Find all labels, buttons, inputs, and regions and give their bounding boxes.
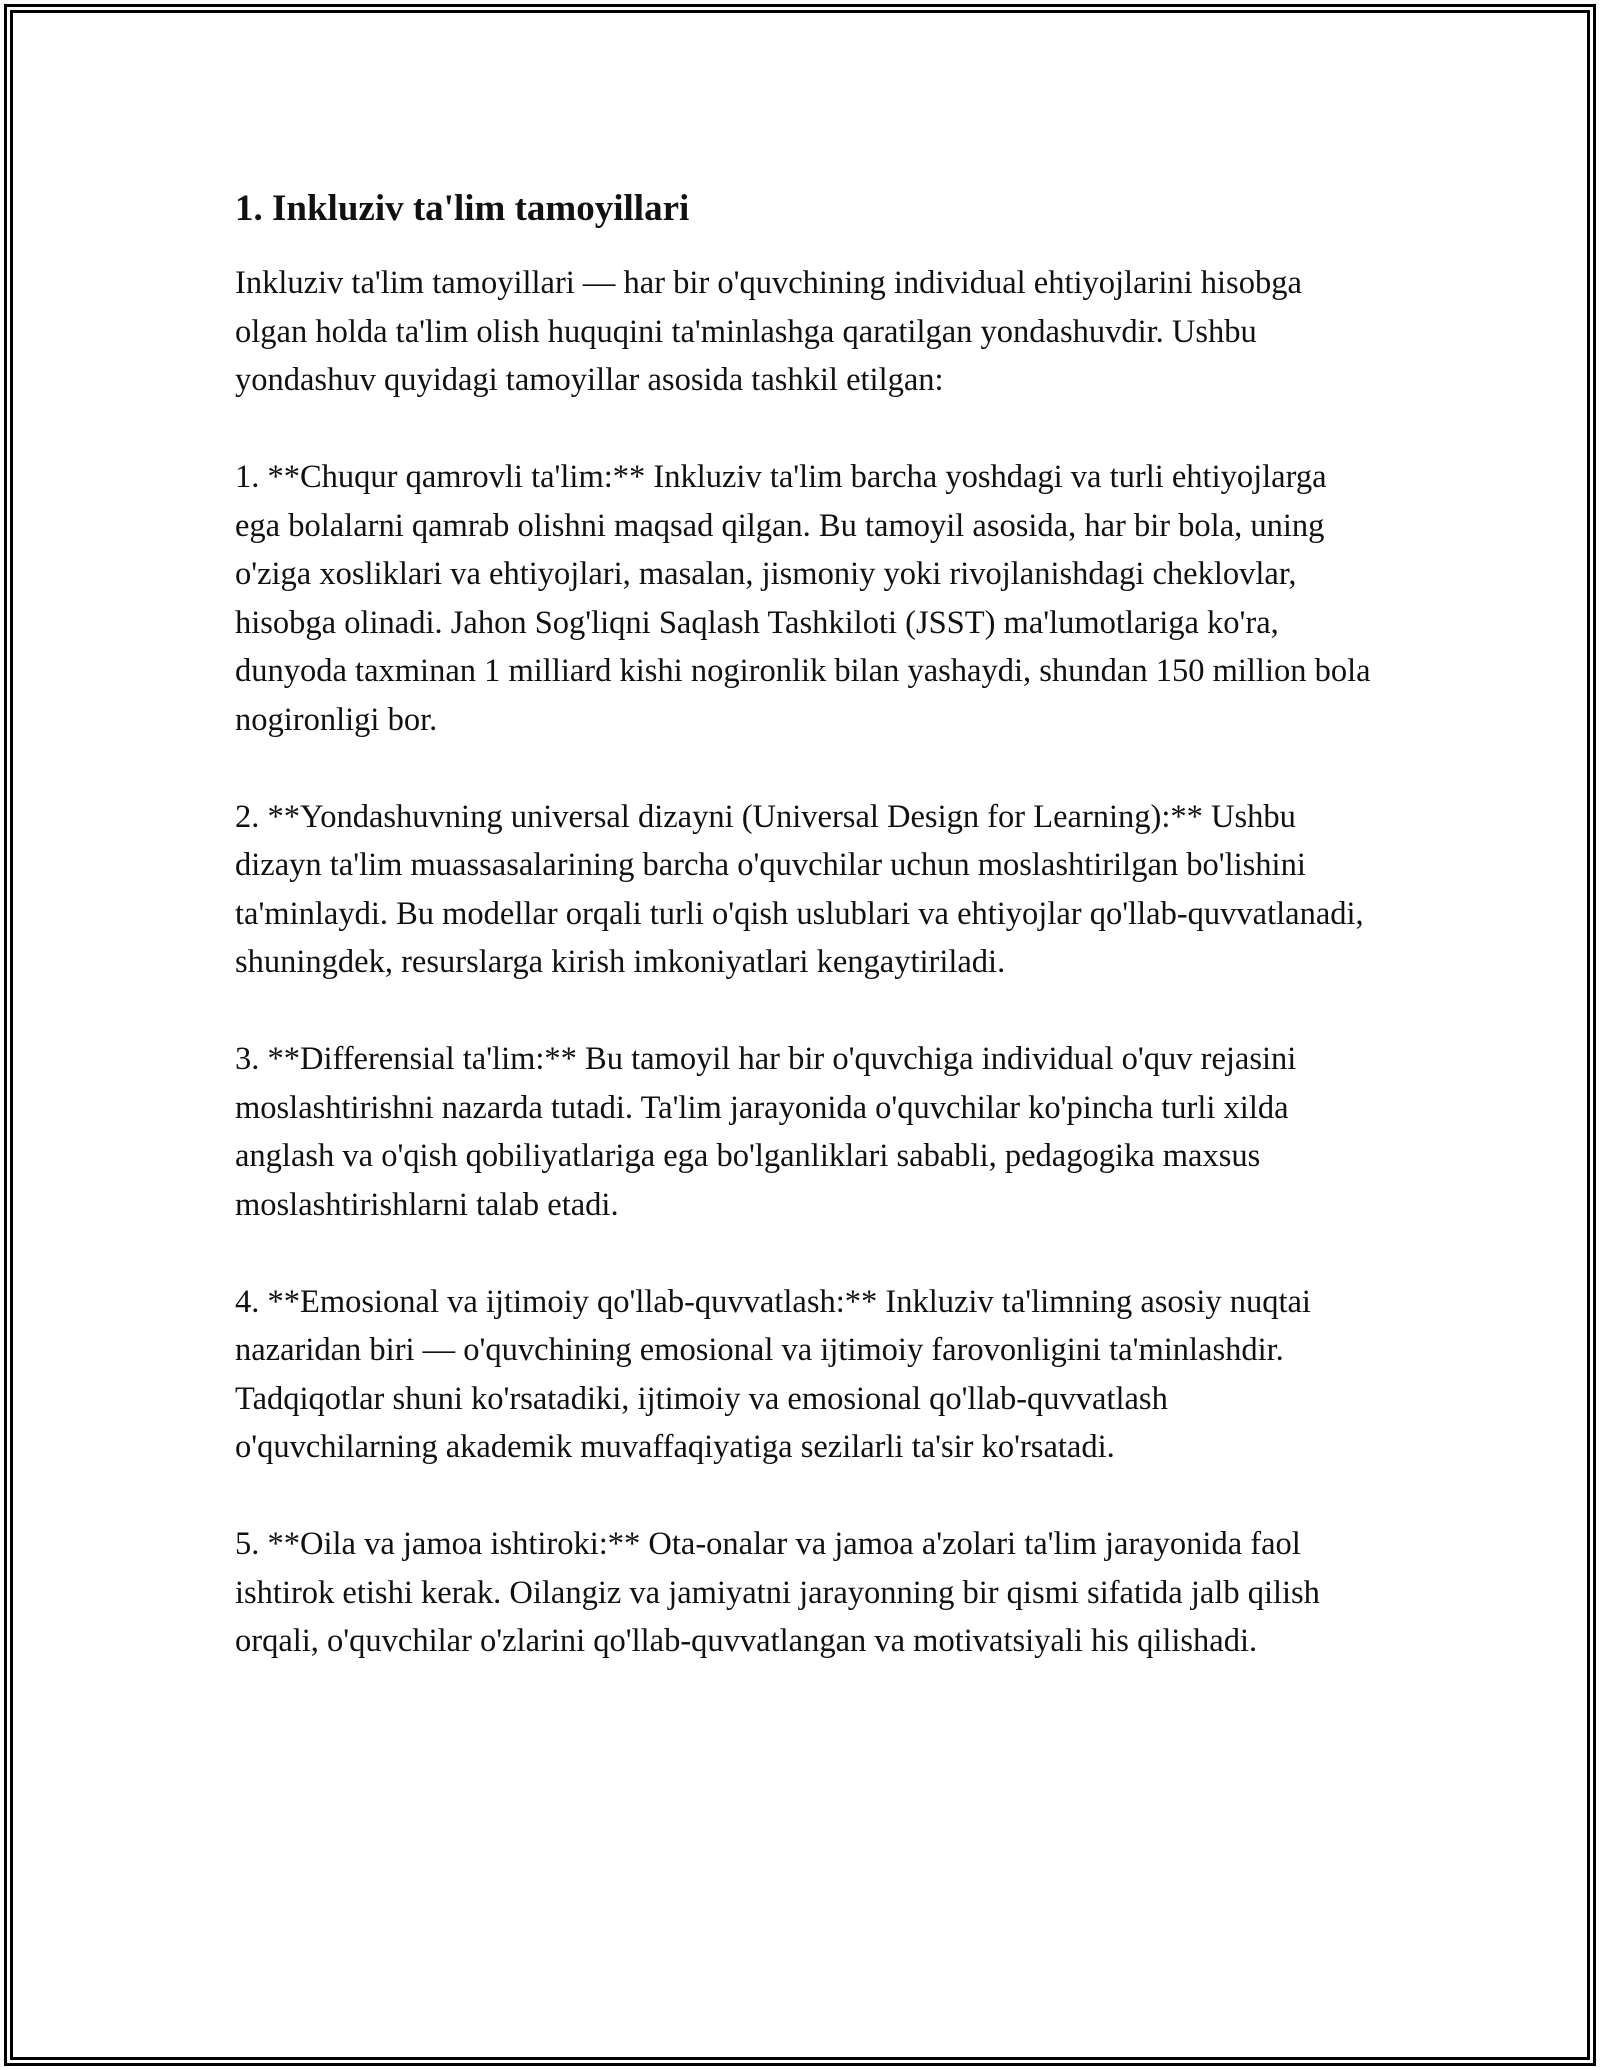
principle-paragraph-1: 1. **Chuqur qamrovli ta'lim:** Inkluziv ta'lim barcha yoshdagi va turli ehtiyojlarga ega bolalarni qamrab olishni maqsad qilgan. Bu tamoyil asosida, har bir bola, uning o'ziga xosliklari va ehtiyojlari, masalan, jismoniy yoki rivojlanishdagi cheklovlar, hisobga olinadi. Jahon Sog'liqni Saqlash Tashkiloti (JSST) ma'lumotlariga ko'ra, dunyoda taxminan 1 milliard kishi nogironlik bilan yashaydi, shundan 150 million bola nogironligi bor. [235,459,1371,738]
principle-paragraph-4: 4. **Emosional va ijtimoiy qo'llab-quvvatlash:** Inkluziv ta'limning asosiy nuqtai nazaridan biri — o'quvchining emosional va ijtimoiy farovonligini ta'minlashdir. Tadqiqotlar shuni ko'rsatadiki, ijtimoiy va emosional qo'llab-quvvatlash o'quvchilarning akademik muvaffaqiyatiga sezilarli ta'sir ko'rsatadi. [235,1283,1311,1466]
principle-paragraph-5: 5. **Oila va jamoa ishtiroki:** Ota-onalar va jamoa a'zolari ta'lim jarayonida faol ishtirok etishi kerak. Oilangiz va jamiyatni jarayonning bir qismi sifatida jalb qilish orqali, o'quvchilar o'zlarini qo'llab-quvvatlangan va motivatsiyali his qilishadi. [235,1526,1320,1660]
section-title: 1. Inkluziv ta'lim tamoyillari [235,188,690,229]
principle-paragraph-2: 2. **Yondashuvning universal dizayni (Universal Design for Learning):** Ushbu dizayn ta'lim muassasalarining barcha o'quvchilar uchun moslashtirilgan bo'lishini ta'minlaydi. Bu modellar orqali turli o'qish uslublari va ehtiyojlar qo'llab-quvvatlanadi, shuningdek, resurslarga kirish imkoniyatlari kengaytiriladi. [235,798,1364,981]
principle-paragraph-3: 3. **Differensial ta'lim:** Bu tamoyil har bir o'quvchiga individual o'quv rejasini moslashtirishni nazarda tutadi. Ta'lim jarayonida o'quvchilar ko'pincha turli xilda anglash va o'qish qobiliyatlariga ega bo'lganliklari sababli, pedagogika maxsus moslashtirishlarni talab etadi. [235,1041,1297,1223]
intro-paragraph: Inkluziv ta'lim tamoyillari — har bir o'quvchining individual ehtiyojlarini hisobga olgan holda ta'lim olish huquqini ta'minlashga qaratilgan yondashuvdir. Ushbu yondashuv quyidagi tamoyillar asosida tashkil etilgan: [235,265,1302,399]
document-body [235,185,1375,1714]
